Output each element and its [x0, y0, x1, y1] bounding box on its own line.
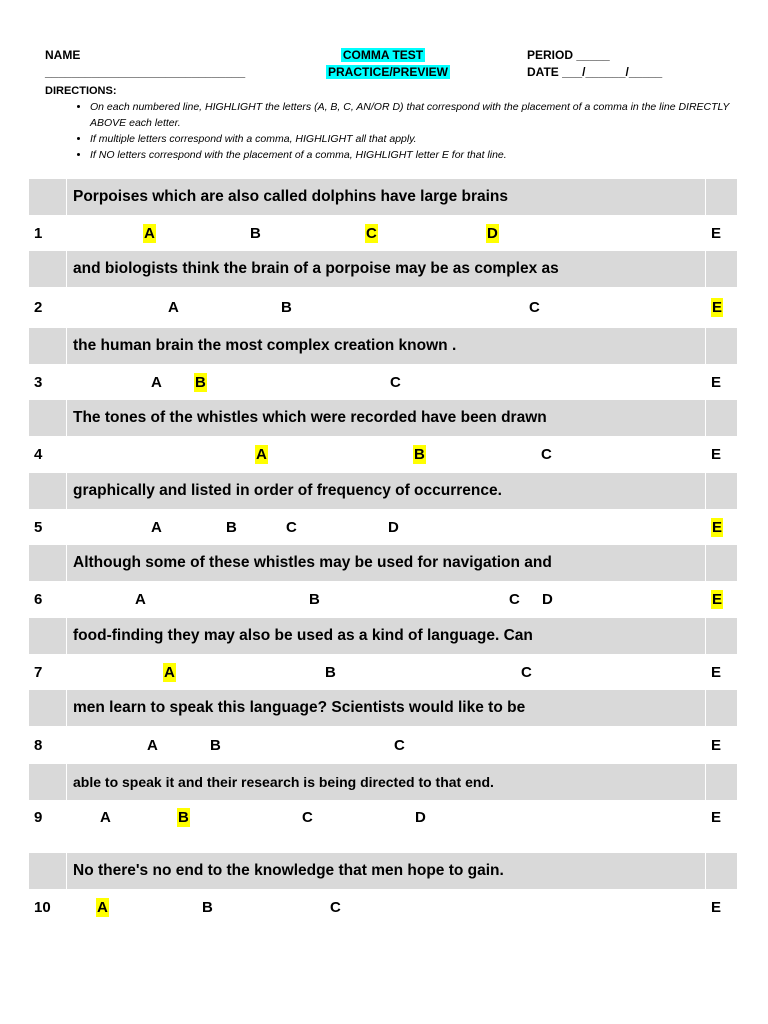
sentence-cell-number: [29, 179, 66, 215]
answer-letter-a[interactable]: [135, 581, 146, 619]
directions-item: • If NO letters correspond with the placement of a comma, HIGHLIGHT letter E for that line.: [90, 147, 735, 163]
sentence-text: The tones of the whistles which were recorded have been drawn: [73, 409, 547, 426]
highlighted-letter: B: [195, 374, 206, 391]
answer-letter-e[interactable]: [711, 889, 721, 927]
answer-letter-d[interactable]: [542, 581, 553, 619]
letter-text: B: [281, 299, 292, 316]
letter-text: A: [147, 737, 158, 754]
line-number: 5: [34, 519, 43, 536]
sentence-cell-answer: [706, 473, 737, 509]
highlighted-letter: D: [487, 225, 498, 242]
answer-letter-b[interactable]: [202, 889, 213, 927]
sentence-cell-number: [29, 473, 66, 509]
answer-letter-b[interactable]: [309, 581, 320, 619]
name-field: [45, 47, 245, 81]
answer-letter-b[interactable]: [210, 727, 221, 765]
letter-text: A: [151, 374, 162, 391]
sentence-cell: [67, 618, 705, 654]
line-number: 3: [34, 374, 43, 391]
sentence-text: Although some of these whistles may be used for navigation and: [73, 554, 552, 571]
answer-letter-b[interactable]: [413, 436, 426, 474]
answer-letter-c[interactable]: [390, 364, 401, 402]
sentence-row: [29, 473, 737, 509]
answer-letter-b[interactable]: [177, 799, 190, 837]
letter-text: E: [711, 809, 722, 826]
letters-row: [29, 289, 737, 327]
answer-letter-e[interactable]: [711, 215, 721, 253]
sentence-text: Porpoises which are also called dolphins have large brains: [73, 188, 509, 205]
answer-letter-e[interactable]: [711, 581, 723, 619]
sentence-row: [29, 618, 737, 654]
sentence-cell-number: [29, 764, 66, 800]
sentence-cell-number: [29, 251, 66, 287]
answer-letter-e[interactable]: [711, 364, 721, 402]
name-label: NAME: [45, 48, 81, 62]
answer-letter-a[interactable]: [163, 654, 176, 692]
title-line-2: PRACTICE/PREVIEW: [328, 65, 449, 79]
answer-letter-e[interactable]: [711, 727, 721, 765]
sentence-row: [29, 179, 737, 215]
answer-letter-c[interactable]: [541, 436, 552, 474]
answer-letter-c[interactable]: [286, 509, 297, 547]
sentence-cell-number: [29, 853, 66, 889]
answer-letter-b[interactable]: [281, 289, 292, 327]
sentence-cell-number: [29, 618, 66, 654]
sentence-cell-answer: [706, 690, 737, 726]
letter-text: C: [302, 809, 313, 826]
answer-letter-b[interactable]: [325, 654, 336, 692]
sentence-cell-answer: [706, 545, 737, 581]
line-number: 8: [34, 737, 43, 754]
sentence-cell-answer: [706, 179, 737, 215]
highlighted-letter: E: [712, 519, 723, 536]
line-number: 4: [34, 446, 43, 463]
letter-text: B: [309, 591, 320, 608]
sentence-row: [29, 853, 737, 889]
letters-row: [29, 215, 737, 253]
letter-text: C: [330, 899, 341, 916]
answer-letter-b[interactable]: [250, 215, 261, 253]
answer-letter-d[interactable]: [415, 799, 426, 837]
highlighted-letter: A: [164, 664, 175, 681]
sentence-row: [29, 690, 737, 726]
answer-letter-c[interactable]: [521, 654, 532, 692]
title-line-1: COMMA TEST: [342, 48, 424, 62]
letter-text: C: [521, 664, 532, 681]
answer-letter-e[interactable]: [711, 654, 721, 692]
letter-text: B: [202, 899, 213, 916]
answer-letter-c[interactable]: [529, 289, 540, 327]
letter-text: D: [542, 591, 553, 608]
sentence-cell-number: [29, 690, 66, 726]
sentence-text: food-finding they may also be used as a kind of language. Can: [73, 627, 533, 644]
sentence-text: graphically and listed in order of frequency of occurrence.: [73, 482, 502, 499]
sentence-text: and biologists think the brain of a porpoise may be as complex as: [73, 260, 559, 277]
answer-letter-e[interactable]: [711, 509, 723, 547]
letter-text: E: [711, 664, 722, 681]
line-number: 6: [34, 591, 43, 608]
letter-text: C: [394, 737, 405, 754]
sentence-cell: [67, 690, 705, 726]
letter-text: E: [711, 225, 722, 242]
answer-letter-b[interactable]: [194, 364, 207, 402]
sentence-row: [29, 545, 737, 581]
highlighted-letter: A: [256, 446, 267, 463]
sentence-cell-answer: [706, 764, 737, 800]
letter-text: A: [135, 591, 146, 608]
sentence-cell-number: [29, 545, 66, 581]
sentence-cell-answer: [706, 400, 737, 436]
sentence-cell: [67, 179, 705, 215]
sentence-cell-number: [29, 328, 66, 364]
highlighted-letter: E: [712, 591, 723, 608]
letter-text: C: [509, 591, 520, 608]
letters-row: [29, 654, 737, 692]
letter-text: B: [325, 664, 336, 681]
letter-text: C: [390, 374, 401, 391]
letters-row: [29, 889, 737, 927]
directions-title: DIRECTIONS:: [45, 85, 117, 97]
letter-text: E: [711, 446, 722, 463]
name-line: ______________________________: [45, 65, 246, 79]
sentence-cell: [67, 251, 705, 287]
sentence-row: [29, 764, 737, 800]
letter-text: C: [529, 299, 540, 316]
directions-item: • If multiple letters correspond with a comma, HIGHLIGHT all that apply.: [90, 131, 735, 147]
sentence-row: [29, 328, 737, 364]
letter-text: C: [286, 519, 297, 536]
line-number: 1: [34, 225, 43, 242]
sentence-cell: [67, 853, 705, 889]
period-date-field: [527, 47, 662, 81]
letter-text: D: [388, 519, 399, 536]
sentence-cell-number: [29, 400, 66, 436]
sentence-text: No there's no end to the knowledge that men hope to gain.: [73, 862, 504, 879]
letter-text: E: [711, 899, 722, 916]
sentence-row: [29, 251, 737, 287]
sentence-cell-answer: [706, 853, 737, 889]
letter-text: E: [711, 374, 722, 391]
period-label: PERIOD _____: [527, 48, 610, 62]
answer-letter-c[interactable]: [330, 889, 341, 927]
answer-letter-a[interactable]: [255, 436, 268, 474]
letter-text: E: [711, 737, 722, 754]
answer-letter-e[interactable]: [711, 289, 723, 327]
sentence-row: [29, 400, 737, 436]
answer-letter-a[interactable]: [147, 727, 158, 765]
letter-text: C: [541, 446, 552, 463]
line-number: 7: [34, 664, 43, 681]
directions: [45, 83, 735, 163]
highlighted-letter: B: [414, 446, 425, 463]
answer-letter-a[interactable]: [96, 889, 109, 927]
sentence-cell: [67, 473, 705, 509]
answer-letter-d[interactable]: [388, 509, 399, 547]
letters-row: [29, 799, 737, 837]
sentence-cell-answer: [706, 328, 737, 364]
letters-row: [29, 436, 737, 474]
answer-letter-c[interactable]: [509, 581, 520, 619]
line-number: 9: [34, 809, 43, 826]
letter-text: B: [226, 519, 237, 536]
directions-item: • On each numbered line, HIGHLIGHT the letters (A, B, C, AN/OR D) that correspond with the placement of a comma in the line DIRECTLY ABOVE each letter.: [90, 99, 735, 131]
sentence-cell: [67, 328, 705, 364]
letters-row: [29, 364, 737, 402]
answer-letter-c[interactable]: [365, 215, 378, 253]
sentence-cell-answer: [706, 618, 737, 654]
sentence-text: able to speak it and their research is being directed to that end.: [73, 774, 494, 790]
line-number: 2: [34, 299, 43, 316]
answer-letter-d[interactable]: [486, 215, 499, 253]
letter-text: B: [210, 737, 221, 754]
sentence-cell: [67, 400, 705, 436]
answer-letter-b[interactable]: [226, 509, 237, 547]
letter-text: A: [100, 809, 111, 826]
letters-row: [29, 727, 737, 765]
answer-letter-a[interactable]: [168, 289, 179, 327]
sentence-cell: [67, 545, 705, 581]
date-label: DATE ___/______/_____: [527, 65, 663, 79]
answer-letter-a[interactable]: [143, 215, 156, 253]
highlighted-letter: E: [712, 299, 723, 316]
answer-letter-a[interactable]: [100, 799, 111, 837]
sentence-cell: [67, 764, 705, 800]
letter-text: D: [415, 809, 426, 826]
answer-letter-a[interactable]: [151, 364, 162, 402]
sentence-text: men learn to speak this language? Scientists would like to be: [73, 699, 526, 716]
letter-text: A: [168, 299, 179, 316]
highlighted-letter: B: [178, 809, 189, 826]
answer-letter-a[interactable]: [151, 509, 162, 547]
highlighted-letter: C: [366, 225, 377, 242]
line-number: 10: [34, 899, 51, 916]
letters-row: [29, 509, 737, 547]
answer-letter-c[interactable]: [302, 799, 313, 837]
highlighted-letter: A: [97, 899, 108, 916]
letters-row: [29, 581, 737, 619]
sentence-cell-answer: [706, 251, 737, 287]
answer-letter-e[interactable]: [711, 436, 721, 474]
test-title: [326, 47, 449, 81]
highlighted-letter: A: [144, 225, 155, 242]
directions-list: [45, 99, 735, 163]
answer-letter-c[interactable]: [394, 727, 405, 765]
sentence-text: the human brain the most complex creation known .: [73, 337, 457, 354]
letter-text: A: [151, 519, 162, 536]
letter-text: B: [250, 225, 261, 242]
answer-letter-e[interactable]: [711, 799, 721, 837]
